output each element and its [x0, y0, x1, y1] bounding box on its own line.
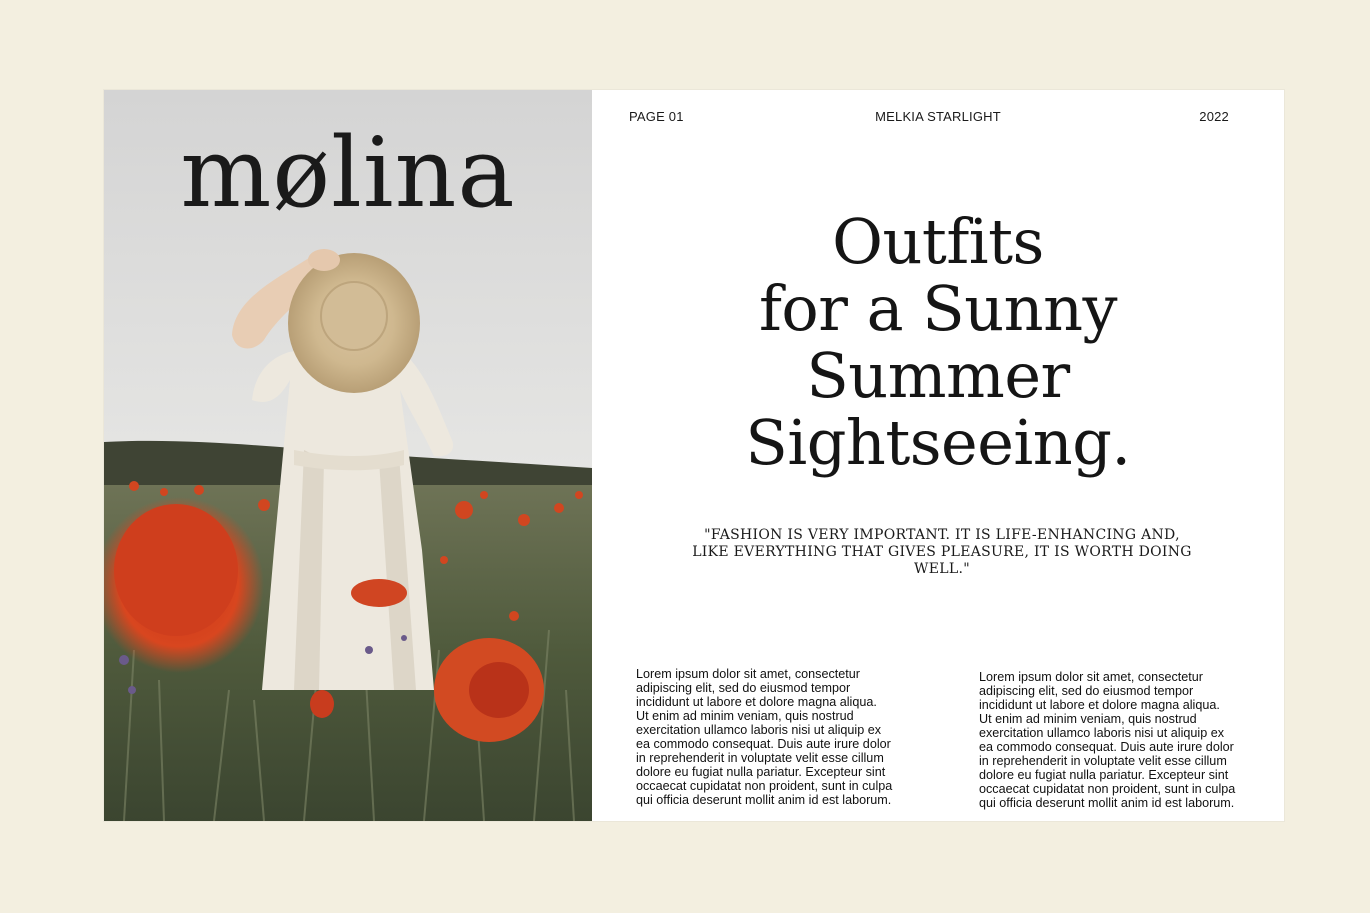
masthead-logo: mølina — [180, 117, 516, 229]
publication-name: MELKIA STARLIGHT — [875, 109, 1001, 124]
article-page — [592, 90, 1284, 821]
body-column-right: Lorem ipsum dolor sit amet, consectetur adipiscing elit, sed do eiusmod tempor incididunt ut labore et dolore magna aliqua. Ut enim ad minim veniam, quis nostrud exercitation ullamco laboris nisi ut aliquip ex ea commodo consequat. Duis aute irure dolor in reprehenderit in voluptate velit esse cillum dolore eu fugiat nulla pariatur. Excepteur sint occaecat cupidatat non proident, sunt in culpa qui officia deserunt mollit anim id est laborum. — [979, 670, 1236, 810]
page-number: PAGE 01 — [629, 109, 684, 124]
cover-photo-page — [104, 90, 592, 821]
headline-line: for a Sunny — [758, 272, 1118, 345]
article-headline — [592, 205, 1284, 479]
magazine-spread — [104, 90, 1284, 821]
issue-year: 2022 — [1199, 109, 1229, 124]
headline-line: Outfits — [832, 205, 1044, 278]
headline-line: Summer — [806, 339, 1070, 412]
body-column-left: Lorem ipsum dolor sit amet, consectetur adipiscing elit, sed do eiusmod tempor incididunt ut labore et dolore magna aliqua. Ut enim ad minim veniam, quis nostrud exercitation ullamco laboris nisi ut aliquip ex ea commodo consequat. Duis aute irure dolor in reprehenderit in voluptate velit esse cillum dolore eu fugiat nulla pariatur. Excepteur sint occaecat cupidatat non proident, sunt in culpa qui officia deserunt mollit anim id est laborum. — [636, 667, 893, 807]
headline-line: Sightseeing. — [745, 406, 1131, 479]
pull-quote: "FASHION IS VERY IMPORTANT. IT IS LIFE-ENHANCING AND, LIKE EVERYTHING THAT GIVES PLEASURE, IT IS WORTH DOING WELL." — [692, 527, 1192, 577]
